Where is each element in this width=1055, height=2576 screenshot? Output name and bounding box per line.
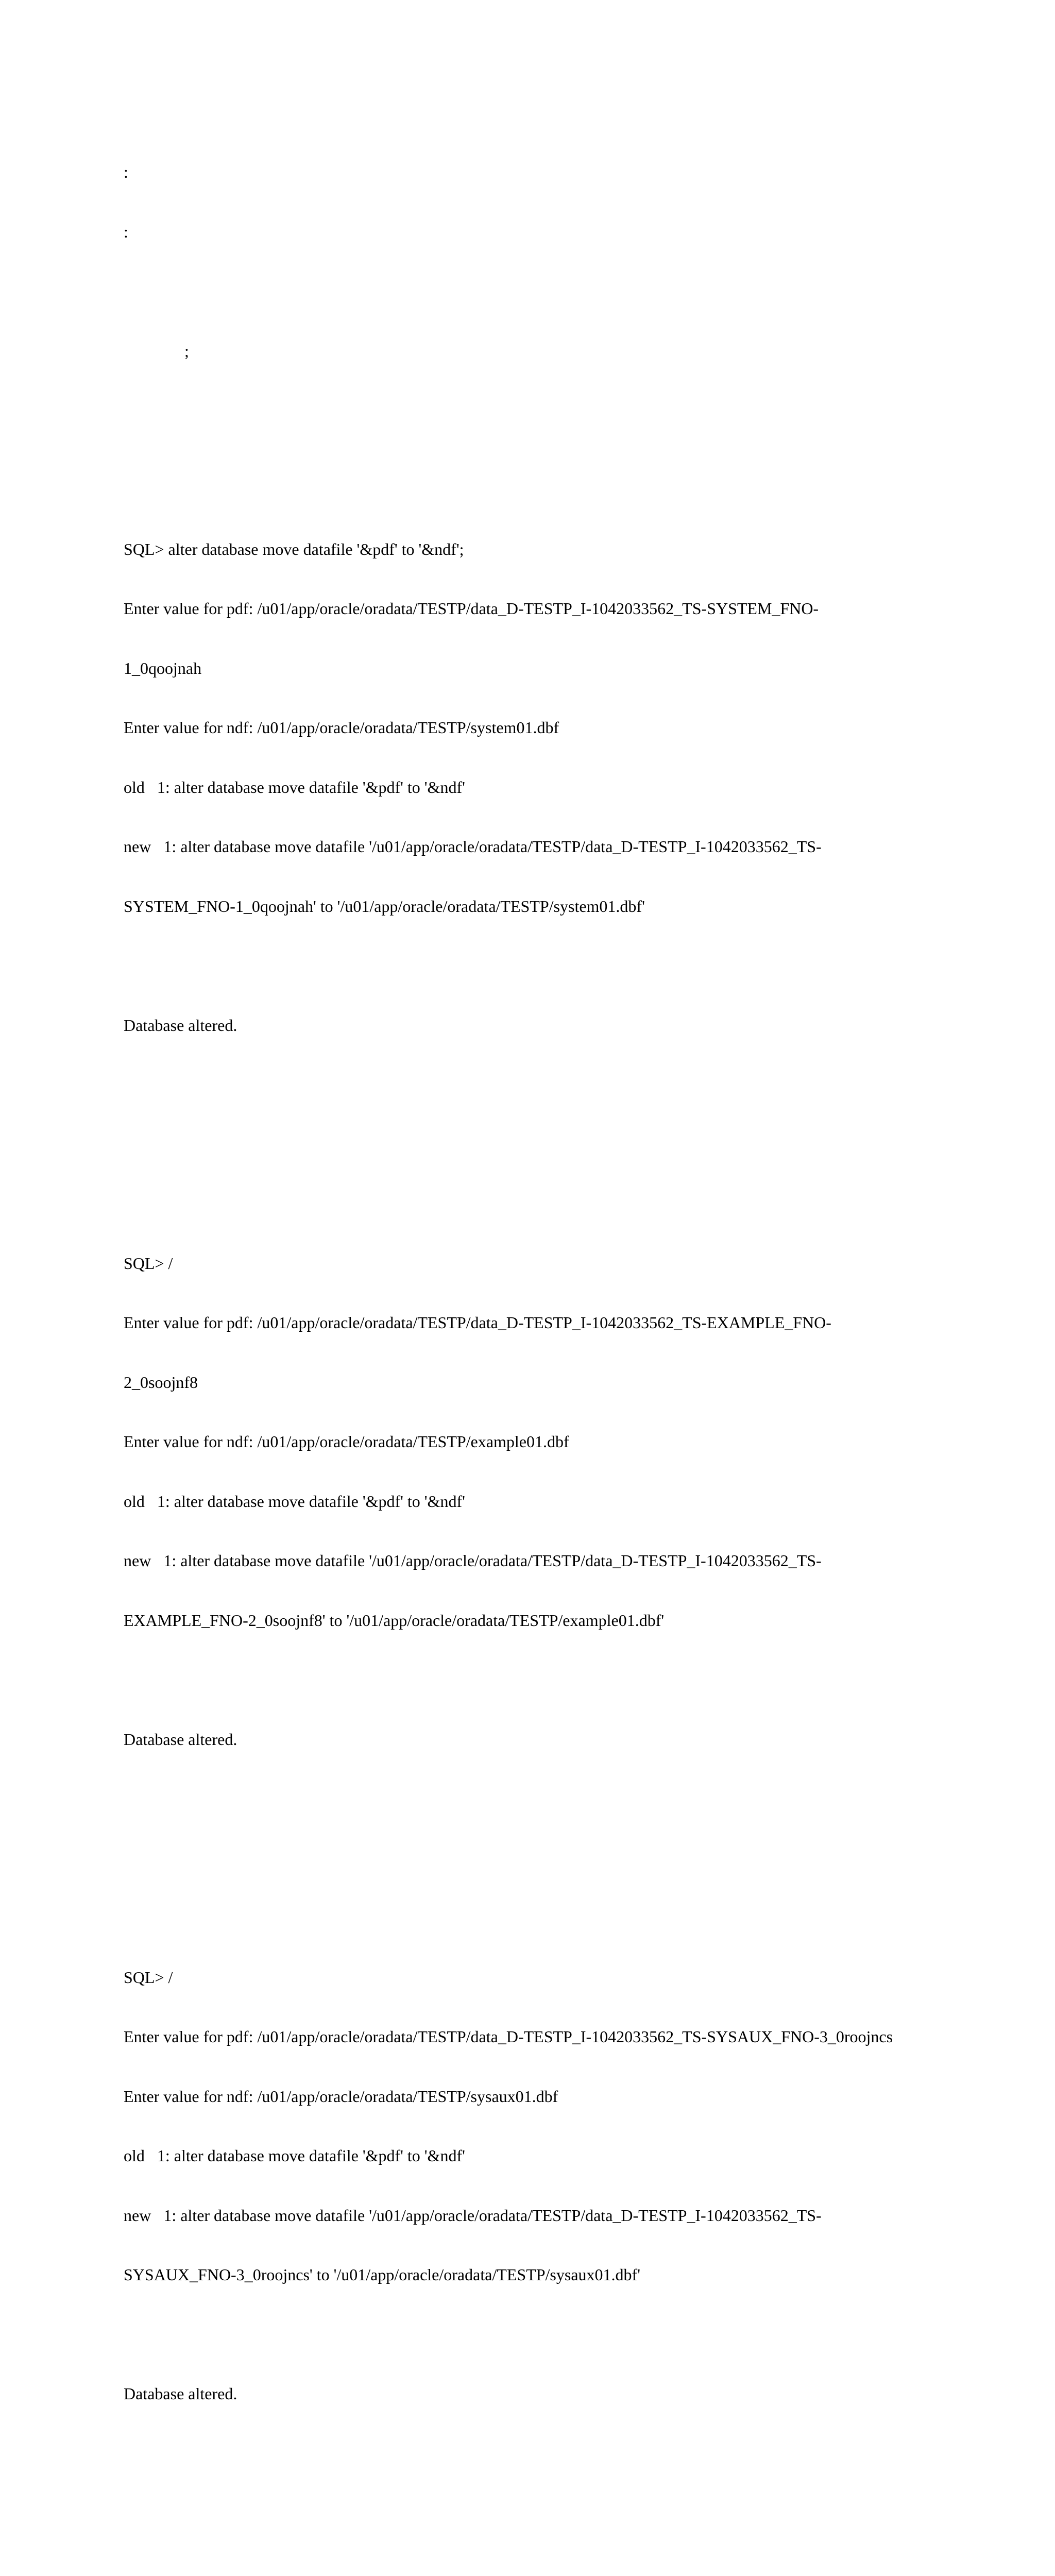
blank-line bbox=[124, 400, 999, 420]
result-line: Database altered. bbox=[124, 2384, 237, 2403]
old-statement-line: old 1: alter database move datafile '&pdf' to '&ndf' bbox=[124, 777, 465, 796]
old-statement-line: old 1: alter database move datafile '&pdf' to '&ndf' bbox=[124, 2146, 465, 2165]
ndf-prompt-line: Enter value for ndf: /u01/app/oracle/oradata/TESTP/system01.dbf bbox=[124, 718, 559, 737]
blank-line bbox=[124, 1075, 999, 1095]
old-statement-line: old 1: alter database move datafile '&pdf' to '&ndf' bbox=[124, 1492, 465, 1511]
blank-line bbox=[124, 1789, 999, 1809]
sql-command-line: SQL> / bbox=[124, 1253, 173, 1273]
new-statement-line: new 1: alter database move datafile '/u01/app/oracle/oradata/TESTP/data_D-TESTP_I-1042033562_TS- bbox=[124, 2206, 822, 2225]
blank-line bbox=[124, 956, 999, 976]
move-section-system bbox=[124, 500, 999, 1134]
pdf-prompt-continued: 1_0qoojnah bbox=[124, 658, 202, 677]
ndf-prompt-line: Enter value for ndf: /u01/app/oracle/oradata/TESTP/example01.dbf bbox=[124, 1432, 569, 1451]
pdf-prompt-line: Enter value for pdf: /u01/app/oracle/oradata/TESTP/data_D-TESTP_I-1042033562_TS-EXAMPLE_FNO- bbox=[124, 1313, 831, 1332]
pdf-prompt-line: Enter value for pdf: /u01/app/oracle/oradata/TESTP/data_D-TESTP_I-1042033562_TS-SYSAUX_FNO-3_0roojncs bbox=[124, 2027, 893, 2046]
sql-command-line: SQL> / bbox=[124, 1968, 173, 1987]
move-section-sysaux bbox=[124, 1928, 999, 2503]
ndf-prompt-line: Enter value for ndf: /u01/app/oracle/oradata/TESTP/sysaux01.dbf bbox=[124, 2087, 558, 2106]
blank-line bbox=[124, 2325, 999, 2345]
result-line: Database altered. bbox=[124, 1015, 237, 1035]
blank-line bbox=[124, 281, 999, 301]
pdf-prompt-line: Enter value for pdf: /u01/app/oracle/oradata/TESTP/data_D-TESTP_I-1042033562_TS-SYSTEM_FNO- bbox=[124, 599, 819, 618]
new-statement-line: new 1: alter database move datafile '/u01/app/oracle/oradata/TESTP/data_D-TESTP_I-1042033562_TS- bbox=[124, 1551, 822, 1570]
new-statement-continued: SYSTEM_FNO-1_0qoojnah' to '/u01/app/oracle/oradata/TESTP/system01.dbf' bbox=[124, 896, 645, 916]
blank-line bbox=[124, 2444, 999, 2464]
header-colon-2: : bbox=[124, 222, 128, 241]
blank-line bbox=[124, 1670, 999, 1690]
new-statement-continued: EXAMPLE_FNO-2_0soojnf8' to '/u01/app/oracle/oradata/TESTP/example01.dbf' bbox=[124, 1611, 665, 1630]
document-body bbox=[124, 123, 999, 2576]
sql-command-line: SQL> alter database move datafile '&pdf' to '&ndf'; bbox=[124, 539, 464, 558]
new-statement-line: new 1: alter database move datafile '/u01/app/oracle/oradata/TESTP/data_D-TESTP_I-1042033562_TS- bbox=[124, 837, 822, 856]
move-section-example bbox=[124, 1214, 999, 1849]
result-line: Database altered. bbox=[124, 1730, 237, 1749]
new-statement-continued: SYSAUX_FNO-3_0roojncs' to '/u01/app/oracle/oradata/TESTP/sysaux01.dbf' bbox=[124, 2265, 640, 2284]
pdf-prompt-continued: 2_0soojnf8 bbox=[124, 1372, 198, 1392]
header-colon-1: : bbox=[124, 163, 128, 181]
semicolon-line: ; bbox=[184, 341, 189, 360]
